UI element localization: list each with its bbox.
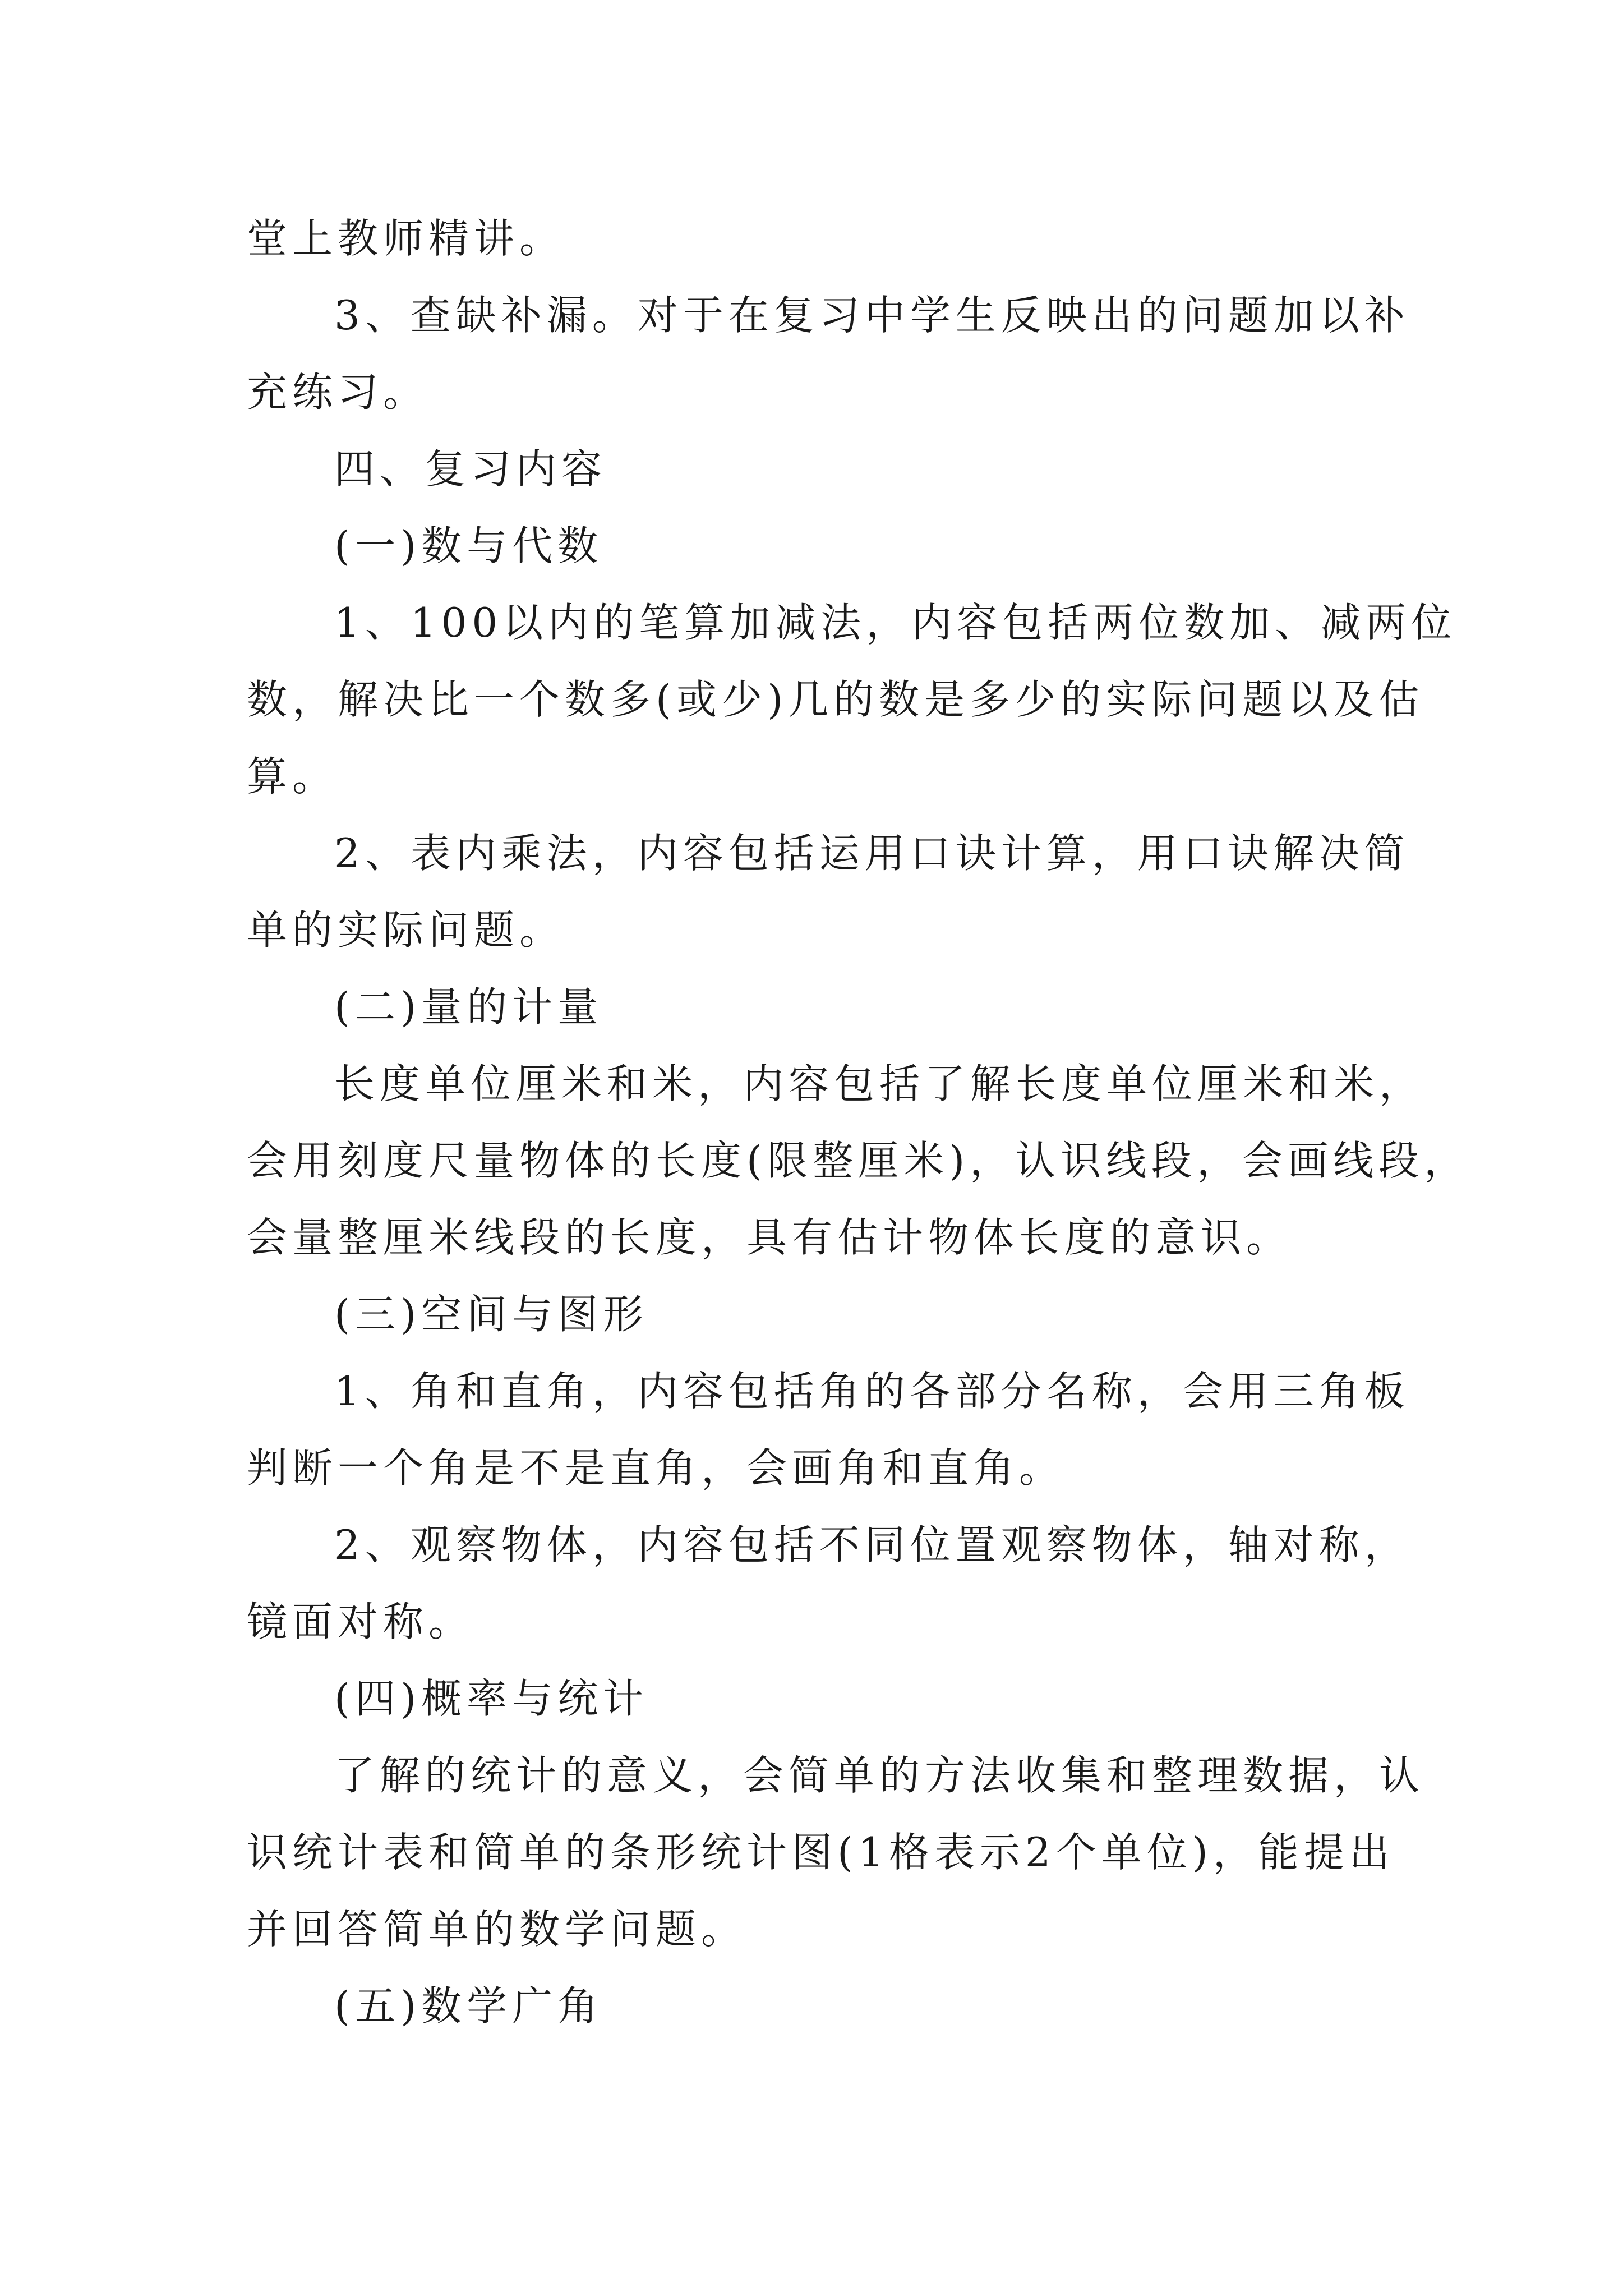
text-line: 2、表内乘法，内容包括运用口诀计算，用口诀解决简	[334, 830, 1410, 877]
subsection-heading: (二)量的计量	[334, 983, 603, 1030]
text-line: 判断一个角是不是直角，会画角和直角。	[247, 1444, 1065, 1492]
text-line: 算。	[247, 753, 338, 800]
text-line: 了解的统计的意义，会简单的方法收集和整理数据，认	[334, 1752, 1425, 1799]
subsection-heading: (一)数与代数	[334, 522, 603, 569]
text-line: 单的实际问题。	[247, 907, 565, 954]
subsection-heading: (五)数学广角	[334, 1982, 603, 2030]
text-line: 镜面对称。	[247, 1598, 474, 1645]
text-line: 长度单位厘米和米，内容包括了解长度单位厘米和米，	[334, 1060, 1425, 1107]
text-line: 堂上教师精讲。	[247, 215, 565, 262]
text-line: 数，解决比一个数多(或少)几的数是多少的实际问题以及估	[247, 676, 1424, 723]
section-heading: 四、复习内容	[334, 445, 607, 493]
text-line: 识统计表和简单的条形统计图(1格表示2个单位)，能提出	[247, 1829, 1395, 1876]
text-line: 1、100以内的笔算加减法，内容包括两位数加、减两位	[334, 599, 1457, 646]
text-line: 会用刻度尺量物体的长度(限整厘米)，认识线段，会画线段，	[247, 1137, 1470, 1184]
text-line: 并回答简单的数学问题。	[247, 1906, 747, 1953]
text-line: 3、查缺补漏。对于在复习中学生反映出的问题加以补	[334, 292, 1410, 339]
text-line: 2、观察物体，内容包括不同位置观察物体，轴对称，	[334, 1521, 1410, 1568]
text-line: 1、角和直角，内容包括角的各部分名称，会用三角板	[334, 1368, 1410, 1415]
subsection-heading: (四)概率与统计	[334, 1675, 649, 1722]
subsection-heading: (三)空间与图形	[334, 1291, 649, 1338]
text-line: 会量整厘米线段的长度，具有估计物体长度的意识。	[247, 1214, 1292, 1261]
text-line: 充练习。	[247, 369, 429, 416]
